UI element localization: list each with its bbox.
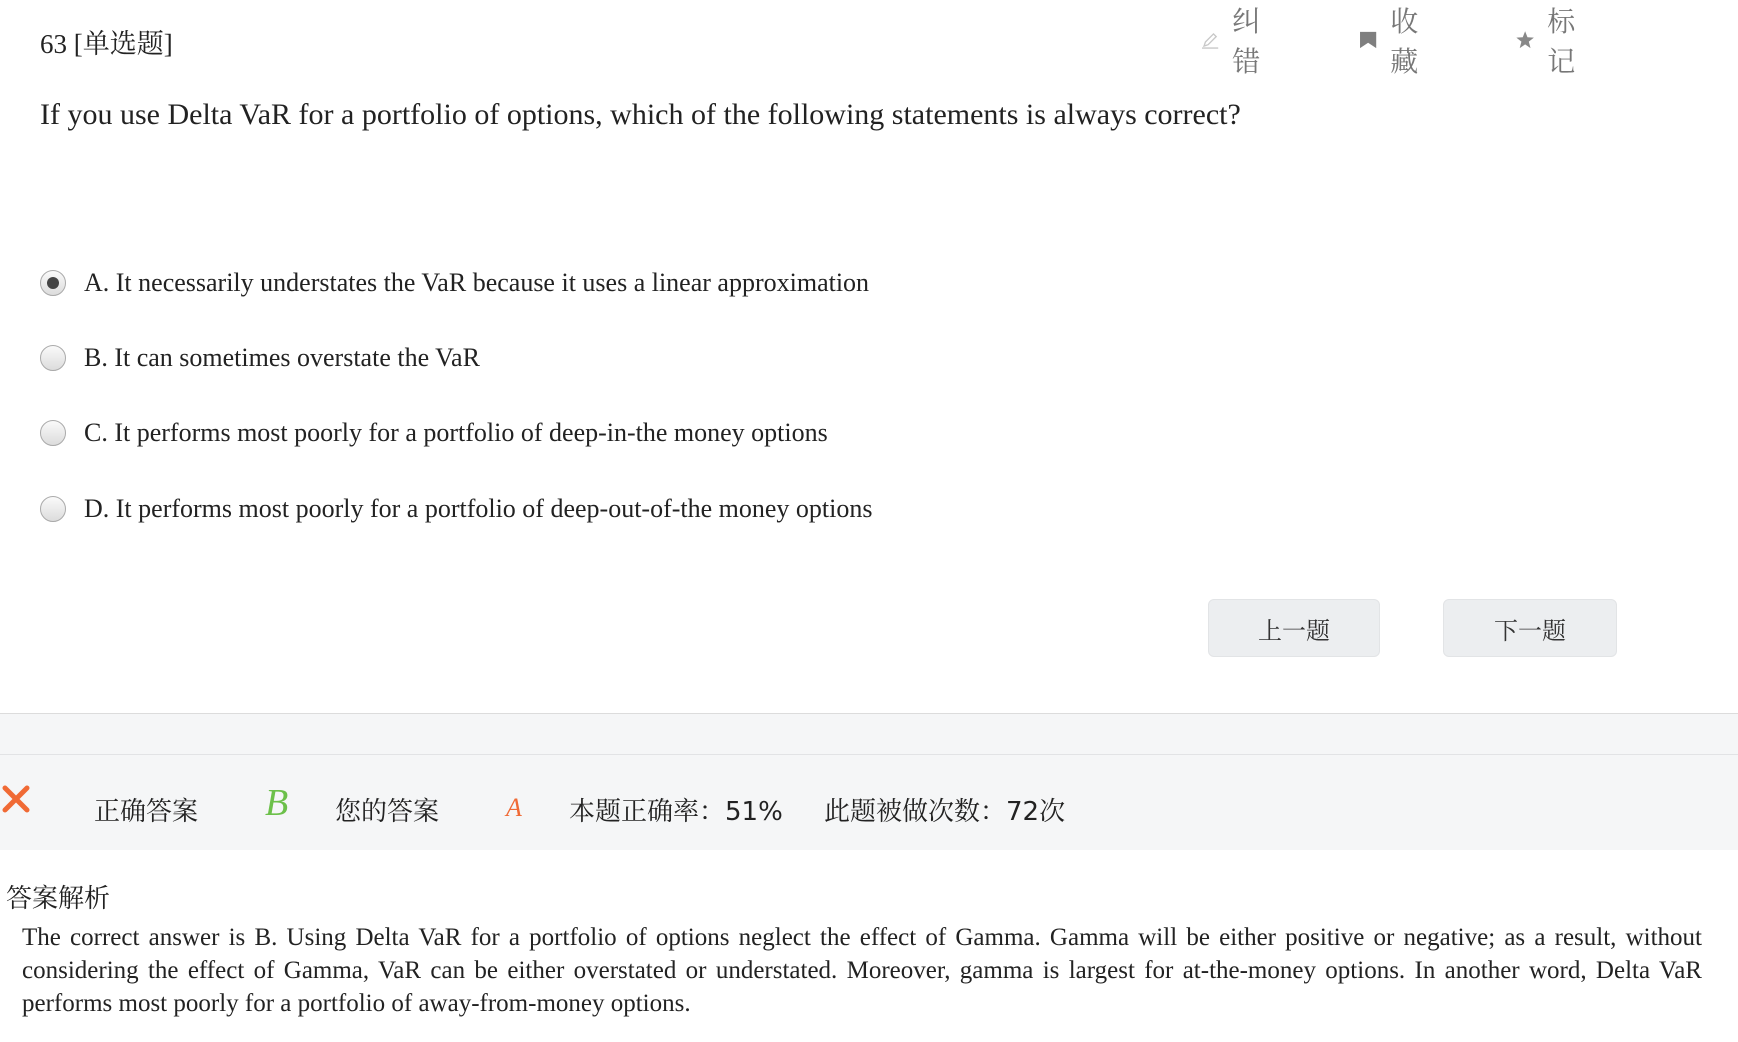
radio-button[interactable] — [40, 496, 66, 522]
option-label: B. It can sometimes overstate the VaR — [84, 343, 480, 372]
option-d[interactable] — [40, 494, 873, 524]
previous-question-button[interactable]: 上一题 — [1208, 599, 1380, 657]
correct-answer-label: 正确答案 — [94, 797, 199, 827]
radio-selected-dot — [47, 277, 59, 289]
correct-answer-value: B — [265, 782, 289, 824]
result-bar — [0, 755, 1738, 850]
next-question-button[interactable]: 下一题 — [1443, 599, 1617, 657]
option-c[interactable] — [40, 418, 828, 448]
option-label: C. It performs most poorly for a portfolio of deep-in-the money options — [84, 418, 828, 447]
favorite-button[interactable] — [1358, 5, 1428, 78]
your-answer-value: A — [506, 793, 522, 822]
star-icon — [1515, 25, 1535, 55]
question-header: 63 [单选题] — [40, 29, 173, 59]
mark-label: 标记 — [1547, 5, 1576, 78]
question-text: If you use Delta VaR for a portfolio of options, which of the following statements is always correct? — [40, 98, 1241, 131]
report-error-label: 纠错 — [1232, 5, 1261, 78]
option-label: A. It necessarily understates the VaR because it uses a linear approximation — [84, 268, 870, 297]
separator-band — [0, 714, 1738, 754]
radio-button[interactable] — [40, 345, 66, 371]
report-error-button[interactable] — [1200, 5, 1270, 78]
analysis-title: 答案解析 — [6, 884, 111, 914]
option-a[interactable] — [40, 268, 869, 298]
mark-button[interactable] — [1515, 5, 1585, 78]
accuracy-rate: 本题正确率：51% — [569, 797, 783, 827]
your-answer-label: 您的答案 — [335, 797, 440, 827]
bookmark-icon — [1358, 25, 1378, 55]
option-b[interactable] — [40, 343, 480, 373]
analysis-text: The correct answer is B. Using Delta VaR for a portfolio of options neglect the effect of Gamma. Gamma will be either positive or negative; as a result, without considering the effect of Gamma, VaR can be either overstated or understated. Moreover, gamma is largest for at-the-money options. In another word, Delta VaR performs most poorly for a portfolio of away-from-money options. — [22, 924, 1702, 1017]
favorite-label: 收藏 — [1390, 5, 1419, 78]
radio-button[interactable] — [40, 270, 66, 296]
attempt-count: 此题被做次数：72次 — [824, 797, 1066, 827]
pencil-icon — [1200, 25, 1220, 55]
option-label: D. It performs most poorly for a portfolio of deep-out-of-the money options — [84, 494, 873, 523]
radio-button[interactable] — [40, 420, 66, 446]
wrong-x-icon — [2, 785, 30, 813]
